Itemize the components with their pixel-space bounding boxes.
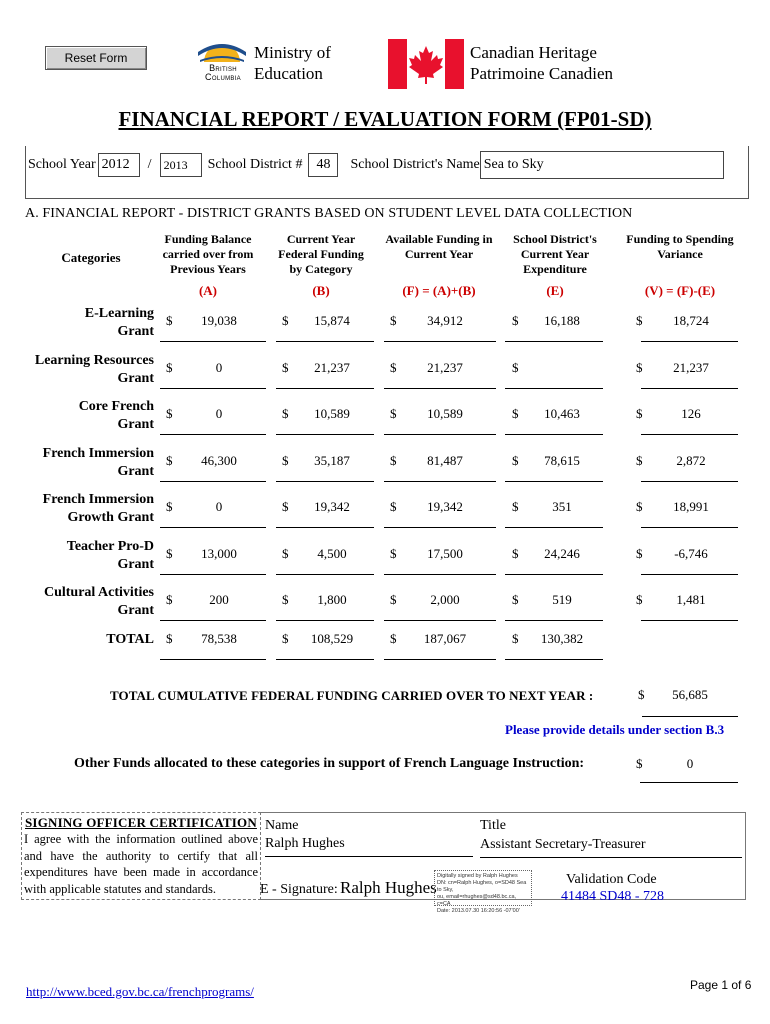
table-cell-value[interactable]: 24,246 — [544, 545, 580, 561]
digital-signature-box — [434, 870, 532, 914]
cell-underline — [276, 659, 374, 660]
currency-symbol: $ — [282, 499, 289, 514]
categories-header: Categories — [61, 250, 121, 265]
bc-logo-text-line1: British — [209, 63, 237, 73]
cell-underline — [384, 574, 496, 575]
currency-symbol: $ — [282, 359, 289, 375]
table-cell-value[interactable]: 2,000 — [430, 592, 460, 607]
cell-underline — [160, 341, 266, 342]
other-funds-currency: $ — [636, 756, 643, 771]
category-line2: Grant — [117, 324, 154, 339]
currency-symbol: $ — [390, 592, 397, 607]
category-label — [4, 398, 154, 434]
column-header-2 — [374, 232, 504, 262]
table-cell-value[interactable]: 126 — [681, 406, 701, 421]
bc-logo-text — [197, 64, 249, 82]
cell-underline — [641, 388, 738, 389]
section-a-title: A. FINANCIAL REPORT - DISTRICT GRANTS BASED ON STUDENT LEVEL DATA COLLECTION — [25, 206, 633, 221]
school-district-number-field[interactable]: 48 — [308, 153, 338, 177]
table-cell-value[interactable]: 130,382 — [540, 630, 584, 646]
cumulative-federal-label: TOTAL CUMULATIVE FEDERAL FUNDING CARRIED OVER TO NEXT YEAR : — [110, 688, 594, 703]
column-code-2: (F) = (A)+(B) — [402, 283, 476, 298]
category-label — [4, 305, 154, 341]
currency-symbol: $ — [282, 406, 289, 421]
table-cell-value[interactable]: 78,615 — [544, 452, 580, 468]
cell-underline — [384, 388, 496, 389]
ministry-line1: Ministry of — [254, 43, 331, 62]
table-cell-value[interactable]: 34,912 — [427, 313, 463, 328]
currency-symbol: $ — [512, 359, 519, 375]
cell-underline — [505, 481, 603, 482]
currency-symbol: $ — [166, 630, 173, 646]
category-line2: Grant — [117, 603, 154, 618]
currency-symbol: $ — [512, 592, 519, 607]
canadian-heritage — [470, 42, 613, 84]
table-cell-value[interactable]: 15,874 — [314, 313, 350, 328]
currency-symbol: $ — [636, 499, 643, 514]
school-year-end-field[interactable]: 2013 — [160, 153, 202, 177]
table-cell-value[interactable]: 0 — [215, 406, 223, 421]
other-funds-underline — [640, 782, 738, 783]
currency-symbol: $ — [282, 592, 289, 607]
currency-symbol: $ — [636, 452, 643, 468]
currency-symbol: $ — [636, 545, 643, 561]
category-line2: Grant — [117, 556, 154, 572]
name-label: Name — [265, 818, 299, 833]
name-field[interactable]: Ralph Hughes — [265, 836, 473, 857]
category-label — [4, 445, 154, 481]
validation-code-label: Validation Code — [566, 872, 657, 887]
cell-underline — [160, 434, 266, 435]
currency-symbol: $ — [390, 545, 397, 561]
school-year-start-field[interactable]: 2012 — [98, 153, 140, 177]
column-header-3 — [500, 232, 610, 277]
table-cell-value[interactable]: 18,724 — [673, 313, 709, 328]
category-label — [4, 352, 154, 388]
column-header-line: Funding to Spending — [626, 232, 734, 246]
cell-underline — [276, 620, 374, 621]
category-line2: Grant — [117, 417, 154, 432]
category-label — [4, 538, 154, 574]
cell-underline — [160, 527, 266, 528]
cell-underline — [276, 434, 374, 435]
column-header-line: by Category — [289, 262, 353, 276]
currency-symbol: $ — [166, 452, 173, 468]
table-cell-value[interactable]: 78,538 — [201, 630, 237, 646]
school-district-name-field[interactable]: Sea to Sky — [480, 151, 724, 179]
cell-underline — [276, 341, 374, 342]
currency-symbol: $ — [390, 406, 397, 421]
validation-code-value: 41484 SD48 - 728 — [561, 889, 665, 904]
signing-officer-title: SIGNING OFFICER CERTIFICATION — [25, 815, 257, 830]
total-label: TOTAL — [106, 631, 154, 647]
column-header-line: Expenditure — [523, 262, 587, 276]
cell-underline — [384, 659, 496, 660]
cell-underline — [384, 341, 496, 342]
table-cell-value[interactable]: 10,589 — [427, 406, 463, 421]
cell-underline — [505, 434, 603, 435]
year-slash: / — [147, 157, 152, 172]
table-cell-value[interactable]: 10,463 — [544, 406, 580, 421]
currency-symbol: $ — [390, 499, 397, 514]
table-cell-value[interactable]: 4,500 — [317, 545, 347, 561]
table-cell-value[interactable]: 18,991 — [673, 499, 709, 514]
currency-symbol: $ — [390, 313, 397, 328]
table-cell-value[interactable]: 81,487 — [427, 452, 463, 468]
table-cell-value[interactable]: 2,872 — [676, 452, 706, 468]
school-district-name-label: School District's Name — [350, 157, 480, 172]
ministry-name — [254, 42, 331, 84]
cell-underline — [505, 620, 603, 621]
table-cell-value[interactable]: 46,300 — [201, 452, 237, 468]
cell-underline — [384, 527, 496, 528]
cell-underline — [276, 388, 374, 389]
currency-symbol: $ — [166, 499, 173, 514]
column-code-4: (V) = (F)-(E) — [644, 283, 716, 298]
category-line1: Core French — [78, 399, 154, 414]
esignature-name[interactable]: Ralph Hughes — [340, 878, 437, 897]
table-cell-value[interactable]: 35,187 — [314, 452, 350, 468]
digital-sig-line4: Date: 2013.07.30 16:20:56 -07'00' — [437, 908, 520, 914]
table-cell-value[interactable]: 0 — [215, 359, 223, 375]
column-header-line: Previous Years — [170, 262, 246, 276]
signing-certification-text: I agree with the information outlined above and have the authority to certify that all expenditures have been made in accordance with applicable statutes and standards. — [24, 832, 258, 896]
french-programs-link[interactable]: http://www.bced.gov.bc.ca/frenchprograms/ — [26, 984, 254, 999]
column-header-0 — [148, 232, 268, 277]
table-cell-value[interactable]: 10,589 — [314, 406, 350, 421]
category-label — [4, 584, 154, 620]
currency-symbol: $ — [512, 499, 519, 514]
cell-underline — [641, 341, 738, 342]
currency-symbol: $ — [512, 545, 519, 561]
column-header-line: Variance — [657, 247, 703, 261]
ministry-line2: Education — [254, 64, 323, 83]
column-header-line: Current Year — [286, 232, 356, 246]
category-line1: Teacher Pro-D — [66, 538, 154, 554]
table-cell-value[interactable]: 21,237 — [427, 359, 463, 375]
currency-symbol: $ — [636, 406, 643, 421]
currency-symbol: $ — [512, 630, 519, 646]
category-line1: French Immersion — [42, 445, 154, 461]
column-header-line: Current Year — [520, 247, 590, 261]
title-label: Title — [480, 818, 506, 833]
digital-sig-line3: ou, email=rhughes@sd48.bc.ca, c=CA — [437, 894, 517, 907]
cell-underline — [505, 659, 603, 660]
currency-symbol: $ — [512, 452, 519, 468]
cell-underline — [384, 620, 496, 621]
cell-underline — [505, 527, 603, 528]
currency-symbol: $ — [282, 452, 289, 468]
table-cell-value[interactable]: 108,529 — [310, 630, 354, 646]
cell-underline — [641, 527, 738, 528]
category-line1: Learning Resources — [34, 352, 154, 368]
currency-symbol: $ — [636, 592, 643, 607]
column-header-4 — [620, 232, 740, 262]
canada-flag-icon — [388, 39, 464, 89]
school-district-label: School District # — [207, 157, 303, 172]
category-line2: Growth Grant — [67, 510, 154, 525]
title-field[interactable]: Assistant Secretary-Treasurer — [480, 837, 742, 858]
bc-logo-text-line2: Columbia — [205, 72, 241, 82]
table-cell-value[interactable]: 1,481 — [676, 592, 706, 607]
column-header-line: carried over from — [162, 247, 254, 261]
page-number: Page 1 of 6 — [690, 978, 752, 992]
heritage-line1: Canadian Heritage — [470, 43, 597, 62]
category-line2: Grant — [117, 370, 154, 386]
table-cell-value[interactable]: 13,000 — [201, 545, 237, 561]
other-funds-value[interactable]: 0 — [686, 756, 694, 771]
reset-form-button[interactable]: Reset Form — [45, 46, 147, 70]
currency-symbol: $ — [282, 545, 289, 561]
cell-underline — [160, 388, 266, 389]
cell-underline — [276, 574, 374, 575]
table-cell-value[interactable]: -6,746 — [674, 545, 708, 561]
category-line1: French Immersion — [42, 492, 154, 507]
currency-symbol: $ — [166, 545, 173, 561]
currency-symbol: $ — [512, 406, 519, 421]
digital-sig-line1: Digitally signed by Ralph Hughes — [437, 873, 518, 879]
column-header-line: School District's — [513, 232, 597, 246]
column-code-0: (A) — [198, 283, 218, 298]
cell-underline — [505, 388, 603, 389]
category-line1: E-Learning — [84, 306, 154, 321]
table-cell-value[interactable]: 17,500 — [427, 545, 463, 561]
please-provide-note: Please provide details under section B.3 — [505, 722, 725, 737]
column-header-line: Available Funding in — [385, 232, 493, 246]
table-cell-value[interactable]: 519 — [552, 592, 572, 607]
table-cell-value[interactable]: 351 — [552, 499, 572, 514]
table-cell-value[interactable]: 21,237 — [314, 359, 350, 375]
column-header-1 — [266, 232, 376, 277]
column-code-1: (B) — [312, 283, 330, 298]
cell-underline — [384, 481, 496, 482]
cell-underline — [641, 620, 738, 621]
currency-symbol: $ — [390, 630, 397, 646]
cell-underline — [641, 574, 738, 575]
cell-underline — [384, 434, 496, 435]
table-cell-value[interactable]: 19,038 — [201, 313, 237, 328]
esignature-label: E - Signature: — [260, 882, 338, 897]
cell-underline — [160, 620, 266, 621]
cell-underline — [160, 659, 266, 660]
page-title: FINANCIAL REPORT / EVALUATION FORM (FP01-SD) — [118, 107, 652, 131]
table-cell-value[interactable]: 16,188 — [544, 313, 580, 328]
school-year-label: School Year — [28, 157, 96, 172]
column-header-line: Current Year — [404, 247, 474, 261]
table-cell-value[interactable]: 21,237 — [673, 359, 709, 375]
cell-underline — [160, 481, 266, 482]
cell-underline — [160, 574, 266, 575]
currency-symbol: $ — [166, 592, 173, 607]
table-cell-value[interactable]: 0 — [215, 499, 223, 514]
currency-symbol: $ — [166, 406, 173, 421]
table-cell-value[interactable]: 1,800 — [317, 592, 347, 607]
heritage-line2: Patrimoine Canadien — [470, 64, 614, 83]
cell-underline — [505, 341, 603, 342]
currency-symbol: $ — [282, 313, 289, 328]
table-cell-value[interactable]: 187,067 — [423, 630, 467, 646]
category-line1: Cultural Activities — [43, 585, 154, 600]
other-funds-label: Other Funds allocated to these categories in support of French Language Instruction: — [74, 756, 585, 771]
column-code-3: (E) — [546, 283, 564, 298]
table-cell-value[interactable]: 19,342 — [427, 499, 463, 514]
currency-symbol: $ — [390, 359, 397, 375]
cell-underline — [505, 574, 603, 575]
cell-underline — [641, 434, 738, 435]
currency-symbol: $ — [166, 313, 173, 328]
column-header-line: Funding Balance — [164, 232, 252, 246]
currency-symbol: $ — [282, 630, 289, 646]
table-cell-value[interactable]: 19,342 — [314, 499, 350, 514]
cell-underline — [276, 481, 374, 482]
cumulative-value[interactable]: 56,685 — [672, 687, 708, 702]
cumulative-currency: $ — [638, 687, 645, 702]
category-label — [4, 491, 154, 527]
column-header-line: Federal Funding — [278, 247, 364, 261]
cumulative-underline — [642, 716, 738, 717]
digital-sig-line2: DN: cn=Ralph Hughes, o=SD48 Sea to Sky, — [437, 880, 527, 893]
currency-symbol: $ — [636, 359, 643, 375]
currency-symbol: $ — [390, 452, 397, 468]
school-info-row — [28, 151, 724, 179]
cell-underline — [641, 481, 738, 482]
category-line2: Grant — [117, 463, 154, 479]
table-cell-value[interactable]: 200 — [209, 592, 229, 607]
currency-symbol: $ — [166, 359, 173, 375]
cell-underline — [276, 527, 374, 528]
currency-symbol: $ — [512, 313, 519, 328]
currency-symbol: $ — [636, 313, 643, 328]
